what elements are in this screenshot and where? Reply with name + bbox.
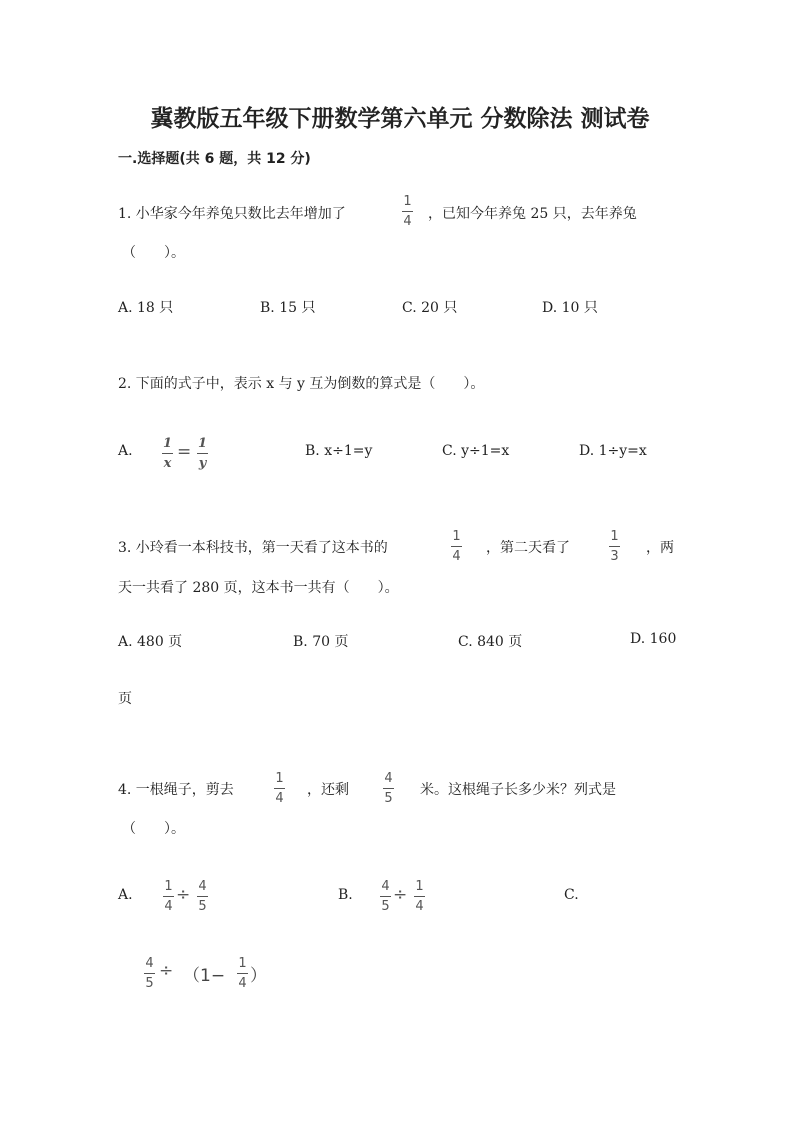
q4-fraction-2-den: 5: [384, 791, 393, 806]
q4-a-fraction-1: [163, 880, 174, 913]
q4-c-divide: ÷: [159, 961, 174, 981]
fraction-bar: [144, 973, 155, 974]
q1-fraction-den: 4: [403, 214, 412, 229]
q1-option-d[interactable]: D. 10 只: [542, 300, 598, 316]
q4-option-b[interactable]: B.: [338, 887, 353, 903]
q3-option-d[interactable]: D. 160: [630, 631, 677, 647]
fraction-bar: [163, 896, 174, 897]
q4-fraction-2: [383, 772, 394, 805]
q1-option-a[interactable]: A. 18 只: [118, 300, 174, 316]
q4-text-a: 4. 一根绳子，剪去: [118, 782, 234, 798]
q3-fraction-2: [609, 530, 620, 563]
q3-fraction-1: [451, 530, 462, 563]
q2-a-num-2: 1: [197, 436, 208, 451]
q2-a-equals: =: [177, 442, 192, 462]
q4-c-right-paren: ）: [250, 966, 267, 986]
fraction-bar: [197, 896, 208, 897]
q4-c-left-paren: （1−: [183, 966, 226, 986]
fraction-bar: [274, 788, 285, 789]
q2-a-num-1: 1: [162, 436, 173, 451]
q4-fraction-1: [274, 772, 285, 805]
q3-fraction-1-num: 1: [452, 529, 461, 544]
q4-c-den-1: 5: [145, 976, 154, 991]
q1-fraction-num: 1: [403, 194, 412, 209]
q4-b-den-2: 4: [415, 899, 424, 914]
q2-a-fraction-2: [197, 437, 208, 470]
q1-text-a: 1. 小华家今年养兔只数比去年增加了: [118, 206, 346, 222]
fraction-bar: [609, 546, 620, 547]
q4-b-fraction-1: [380, 880, 391, 913]
q3-text-c: ，两: [646, 540, 674, 556]
fraction-bar: [402, 211, 413, 212]
q1-text-c: （ ）。: [122, 245, 185, 261]
fraction-bar: [414, 896, 425, 897]
q2-option-b[interactable]: B. x÷1=y: [305, 443, 373, 459]
q4-a-fraction-2: [197, 880, 208, 913]
fraction-bar: [197, 453, 208, 454]
q1-option-b[interactable]: B. 15 只: [260, 300, 316, 316]
q4-option-c[interactable]: C.: [564, 887, 579, 903]
q3-fraction-2-num: 1: [610, 529, 619, 544]
q3-text-b: ，第二天看了: [486, 540, 570, 556]
q3-option-b[interactable]: B. 70 页: [293, 634, 349, 650]
fraction-bar: [162, 453, 173, 454]
q4-a-den-2: 5: [198, 899, 207, 914]
q4-a-num-1: 1: [164, 879, 173, 894]
q4-b-fraction-2: [414, 880, 425, 913]
q4-text-b: ，还剩: [307, 782, 349, 798]
q2-a-den-1: x: [163, 456, 172, 471]
q1-option-c[interactable]: C. 20 只: [402, 300, 458, 316]
q2-a-den-2: y: [198, 456, 207, 471]
q4-fraction-1-den: 4: [275, 791, 284, 806]
q3-fraction-2-den: 3: [610, 549, 619, 564]
page-title: 冀教版五年级下册数学第六单元 分数除法 测试卷: [150, 106, 650, 132]
q3-fraction-1-den: 4: [452, 549, 461, 564]
fraction-bar: [380, 896, 391, 897]
q3-option-a[interactable]: A. 480 页: [118, 634, 183, 650]
section-heading: 一.选择题(共 6 题，共 12 分): [118, 151, 311, 167]
q1-fraction: [402, 195, 413, 228]
q2-option-c[interactable]: C. y÷1=x: [442, 443, 510, 459]
q4-c-num-2: 1: [238, 956, 247, 971]
q4-c-den-2: 4: [238, 976, 247, 991]
q4-text-c: 米。这根绳子长多少米？列式是: [420, 782, 616, 798]
fraction-bar: [383, 788, 394, 789]
q2-option-a[interactable]: A.: [118, 443, 133, 459]
q2-text: 2. 下面的式子中，表示 x 与 y 互为倒数的算式是（ ）。: [118, 376, 485, 392]
q4-a-divide: ÷: [176, 885, 191, 905]
q3-option-d-wrap: 页: [118, 691, 132, 707]
q4-fraction-2-num: 4: [384, 771, 393, 786]
q4-option-a[interactable]: A.: [118, 887, 133, 903]
q2-a-fraction-1: [162, 437, 173, 470]
q3-text-a: 3. 小玲看一本科技书，第一天看了这本书的: [118, 540, 388, 556]
q3-text-d: 天一共看了 280 页，这本书一共有（ ）。: [118, 580, 399, 596]
q4-c-num-1: 4: [145, 956, 154, 971]
q4-c-fraction-1: [144, 957, 155, 990]
q4-b-divide: ÷: [393, 885, 408, 905]
fraction-bar: [237, 973, 248, 974]
q2-option-d[interactable]: D. 1÷y=x: [579, 443, 647, 459]
q4-b-den-1: 5: [381, 899, 390, 914]
q4-b-num-1: 4: [381, 879, 390, 894]
q4-c-fraction-2: [237, 957, 248, 990]
fraction-bar: [451, 546, 462, 547]
q4-a-num-2: 4: [198, 879, 207, 894]
q4-a-den-1: 4: [164, 899, 173, 914]
q4-fraction-1-num: 1: [275, 771, 284, 786]
q4-b-num-2: 1: [415, 879, 424, 894]
q3-option-c[interactable]: C. 840 页: [458, 634, 523, 650]
q1-text-b: ，已知今年养兔 25 只，去年养兔: [428, 206, 637, 222]
q4-text-d: （ ）。: [122, 821, 185, 837]
